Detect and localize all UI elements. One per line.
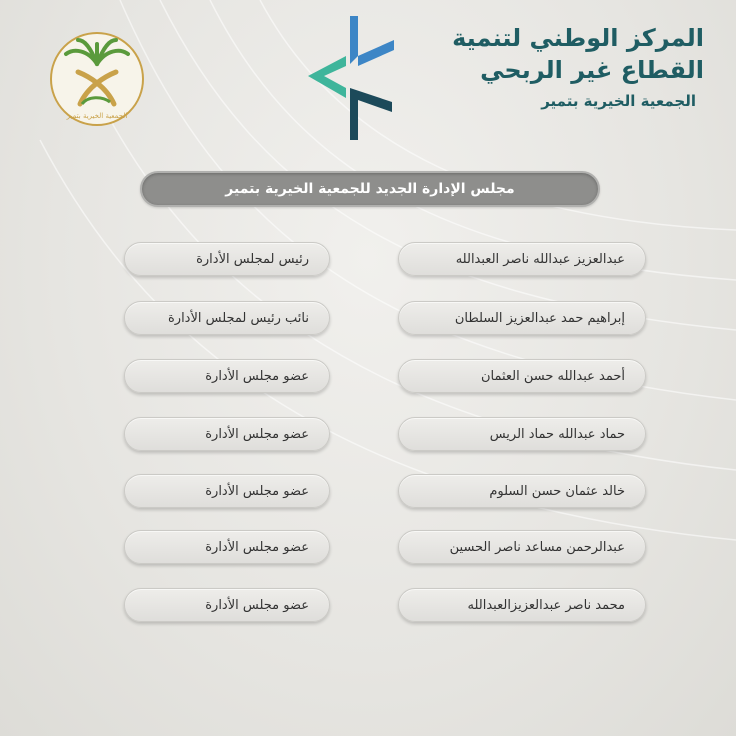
member-name-3: أحمد عبدالله حسن العثمان — [398, 359, 646, 393]
member-name-7: محمد ناصر عبدالعزيزالعبدالله — [398, 588, 646, 622]
org-title-line2: القطاع غير الربحي — [480, 56, 704, 84]
member-role-1: رئيس لمجلس الأدارة — [124, 242, 330, 276]
member-name-4: حماد عبدالله حماد الريس — [398, 417, 646, 451]
member-name-6: عبدالرحمن مساعد ناصر الحسين — [398, 530, 646, 564]
logo-caption: الجمعية الخيرية بتمير — [66, 112, 128, 120]
member-name-1: عبدالعزيز عبدالله ناصر العبدالله — [398, 242, 646, 276]
member-role-6: عضو مجلس الأدارة — [124, 530, 330, 564]
member-role-5: عضو مجلس الأدارة — [124, 474, 330, 508]
org-title-block — [444, 22, 704, 112]
member-role-2: نائب رئيس لمجلس الأدارة — [124, 301, 330, 335]
org-subtitle: الجمعية الخيرية بتمير — [541, 92, 696, 110]
ncnp-mark-icon — [300, 12, 400, 144]
member-role-7: عضو مجلس الأدارة — [124, 588, 330, 622]
member-role-3: عضو مجلس الأدارة — [124, 359, 330, 393]
org-title-line1: المركز الوطني لتنمية — [452, 24, 704, 52]
member-role-4: عضو مجلس الأدارة — [124, 417, 330, 451]
member-name-5: خالد عثمان حسن السلوم — [398, 474, 646, 508]
member-name-2: إبراهيم حمد عبدالعزيز السلطان — [398, 301, 646, 335]
charity-logo — [48, 30, 146, 128]
board-title-banner: مجلس الإدارة الجديد للجمعية الخيرية بتمير — [140, 171, 600, 207]
